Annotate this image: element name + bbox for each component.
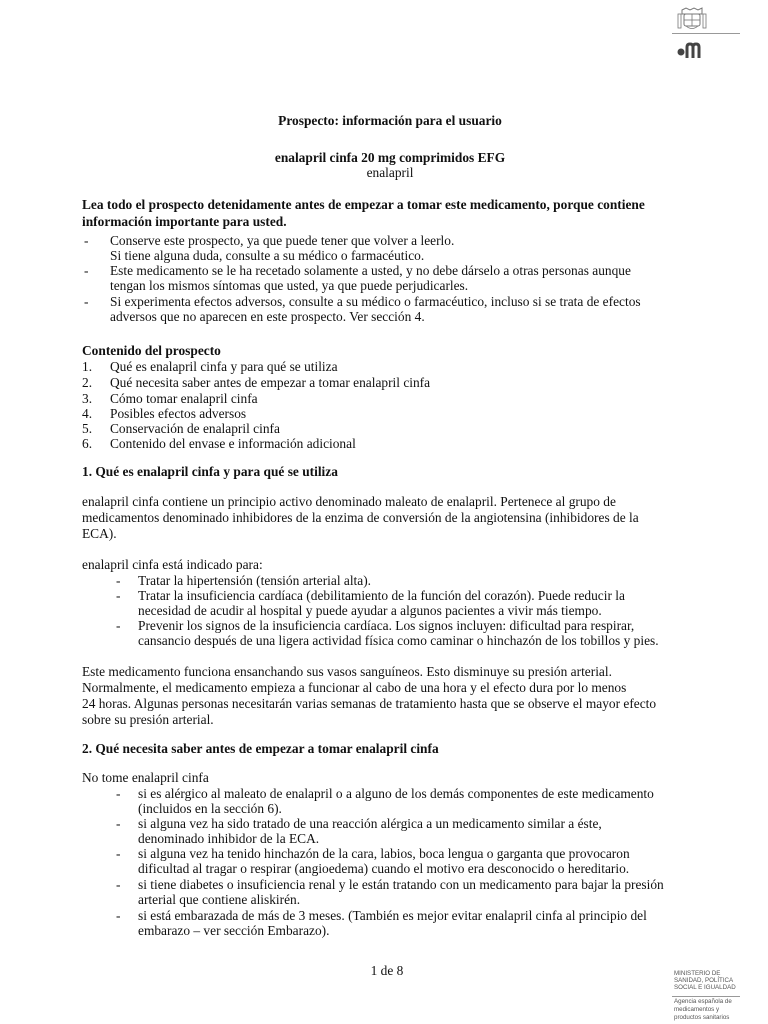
section1-paragraph: medicamentos denominado inhibidores de la enzima de conversión de la angiotensina (inhibidores de la bbox=[82, 510, 639, 525]
do-not-take-intro: No tome enalapril cinfa bbox=[82, 770, 209, 785]
list-item: Si tiene alguna duda, consulte a su médico o farmacéutico. bbox=[110, 248, 425, 263]
list-item: (incluidos en la sección 6). bbox=[138, 801, 282, 816]
list-item: Qué es enalapril cinfa y para qué se utiliza bbox=[110, 359, 338, 374]
list-item: si alguna vez ha sido tratado de una reacción alérgica a un medicamento similar a éste, bbox=[138, 816, 602, 831]
list-item: Cómo tomar enalapril cinfa bbox=[110, 391, 258, 406]
intro-warning-line2: información importante para usted. bbox=[82, 214, 287, 229]
mechanism-paragraph: Este medicamento funciona ensanchando sus vasos sanguíneos. Esto disminuye su presión arterial. bbox=[82, 664, 612, 679]
contents-heading: Contenido del prospecto bbox=[82, 343, 221, 358]
header-divider bbox=[672, 33, 740, 34]
list-item: si es alérgico al maleato de enalapril o a alguno de los demás componentes de este medicamento bbox=[138, 786, 654, 801]
leaflet-title: Prospecto: información para el usuario bbox=[278, 113, 502, 128]
list-item: Este medicamento se le ha recetado solamente a usted, y no debe dárselo a otras personas aunque bbox=[110, 263, 631, 278]
mechanism-paragraph: 24 horas. Algunas personas necesitarán varias semanas de tratamiento hasta que se observe el mayor efecto bbox=[82, 696, 657, 711]
spanish-crest-icon bbox=[676, 4, 708, 32]
list-item: adversos que no aparecen en este prospecto. Ver sección 4. bbox=[110, 309, 425, 324]
list-item: Conserve este prospecto, ya que puede tener que volver a leerlo. bbox=[110, 233, 455, 248]
section1-paragraph: enalapril cinfa contiene un principio activo denominado maleato de enalapril. Pertenece al grupo de bbox=[82, 494, 616, 509]
list-item: Posibles efectos adversos bbox=[110, 406, 247, 421]
page-number: 1 de 8 bbox=[370, 963, 404, 978]
list-item-number: 2. bbox=[82, 375, 93, 390]
intro-warning-line1: Lea todo el prospecto detenidamente antes de empezar a tomar este medicamento, porque contiene bbox=[82, 197, 645, 212]
active-substance: enalapril bbox=[366, 165, 414, 180]
list-item: Contenido del envase e información adicional bbox=[110, 436, 356, 451]
indications-intro: enalapril cinfa está indicado para: bbox=[82, 557, 263, 572]
list-item: necesidad de acudir al hospital y puede ayudar a algunos pacientes a vivir más tiempo. bbox=[138, 603, 602, 618]
list-item: arterial que contiene aliskirén. bbox=[138, 892, 301, 907]
footer-divider bbox=[672, 996, 740, 997]
list-item-number: 3. bbox=[82, 391, 93, 406]
list-item-number: 6. bbox=[82, 436, 93, 451]
list-item: Tratar la hipertensión (tensión arterial alta). bbox=[138, 573, 372, 588]
list-item: Tratar la insuficiencia cardíaca (debilitamiento de la función del corazón). Puede reducir la bbox=[138, 588, 625, 603]
list-item: Si experimenta efectos adversos, consulte a su médico o farmacéutico, incluso si se trata de efectos bbox=[110, 294, 641, 309]
list-item: cansancio después de una ligera actividad física como caminar o hinchazón de los tobillos y pies. bbox=[138, 633, 659, 648]
mechanism-paragraph: Normalmente, el medicamento empieza a funcionar al cabo de una hora y el efecto dura por lo menos bbox=[82, 680, 627, 695]
product-name: enalapril cinfa 20 mg comprimidos EFG bbox=[274, 150, 506, 165]
list-item: embarazo – ver sección Embarazo). bbox=[138, 923, 330, 938]
section1-paragraph: ECA). bbox=[82, 526, 117, 541]
list-item: denominado inhibidor de la ECA. bbox=[138, 831, 320, 846]
list-item-number: 1. bbox=[82, 359, 93, 374]
list-item: Qué necesita saber antes de empezar a tomar enalapril cinfa bbox=[110, 375, 431, 390]
list-item-number: 5. bbox=[82, 421, 93, 436]
list-item: si alguna vez ha tenido hinchazón de la cara, labios, boca lengua o garganta que provocaron bbox=[138, 846, 630, 861]
aemps-logo-icon bbox=[676, 38, 706, 60]
list-item: si tiene diabetes o insuficiencia renal y le están tratando con un medicamento para bajar la presión bbox=[138, 877, 664, 892]
list-item: si está embarazada de más de 3 meses. (También es mejor evitar enalapril cinfa al principio del bbox=[138, 908, 647, 923]
mechanism-paragraph: sobre su presión arterial. bbox=[82, 712, 214, 727]
section2-heading: 2. Qué necesita saber antes de empezar a tomar enalapril cinfa bbox=[82, 741, 439, 756]
section1-heading: 1. Qué es enalapril cinfa y para qué se utiliza bbox=[82, 464, 338, 479]
list-item-number: 4. bbox=[82, 406, 93, 421]
list-item: tengan los mismos síntomas que usted, ya que puede perjudicarles. bbox=[110, 278, 469, 293]
list-item: Prevenir los signos de la insuficiencia cardíaca. Los signos incluyen: dificultad para respirar, bbox=[138, 618, 635, 633]
list-item: Conservación de enalapril cinfa bbox=[110, 421, 280, 436]
list-item: dificultad al tragar o respirar (angioedema) cuando el motivo era desconocido o hereditario. bbox=[138, 861, 630, 876]
